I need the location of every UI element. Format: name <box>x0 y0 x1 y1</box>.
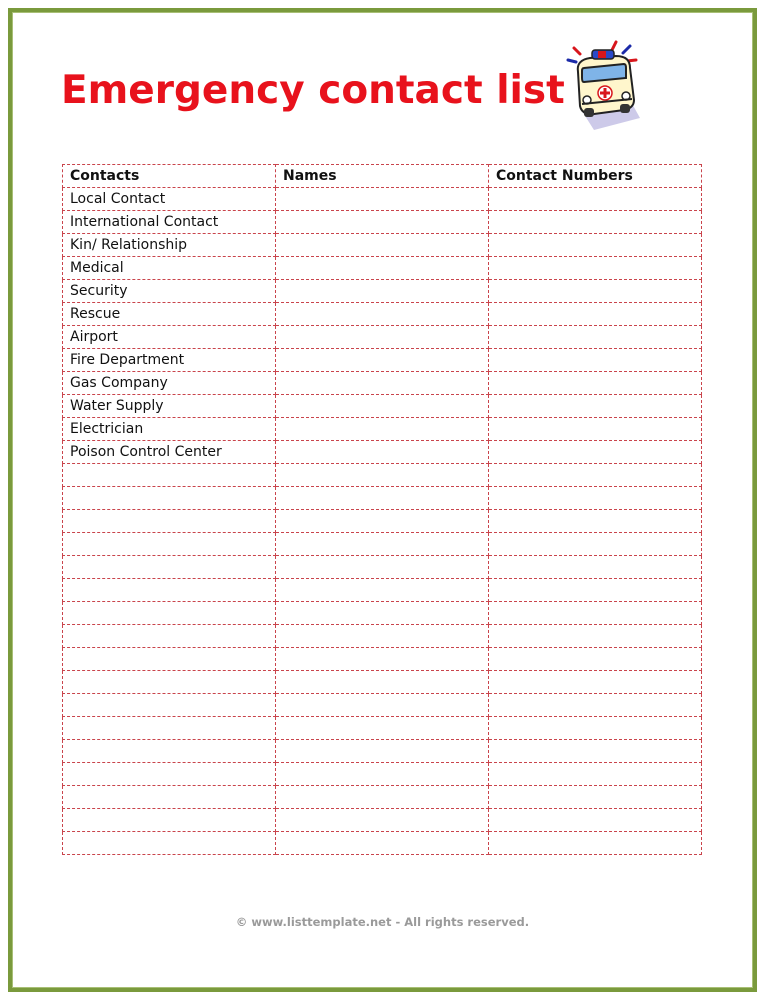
contact-type-cell: Security <box>63 280 276 303</box>
table-row <box>63 556 702 579</box>
name-cell[interactable] <box>276 211 489 234</box>
column-header-names: Names <box>276 165 489 188</box>
table-body <box>63 188 702 855</box>
column-header-contact-numbers: Contact Numbers <box>489 165 702 188</box>
contact-number-cell[interactable] <box>489 326 702 349</box>
name-cell[interactable] <box>276 487 489 510</box>
contact-type-cell <box>63 763 276 786</box>
page-title: Emergency contact list <box>61 68 565 113</box>
contact-number-cell[interactable] <box>489 464 702 487</box>
name-cell[interactable] <box>276 441 489 464</box>
table-row <box>63 487 702 510</box>
contact-type-cell <box>63 602 276 625</box>
name-cell[interactable] <box>276 602 489 625</box>
name-cell[interactable] <box>276 648 489 671</box>
contact-number-cell[interactable] <box>489 694 702 717</box>
contact-number-cell[interactable] <box>489 671 702 694</box>
table-row <box>63 602 702 625</box>
contact-number-cell[interactable] <box>489 395 702 418</box>
contact-number-cell[interactable] <box>489 602 702 625</box>
ambulance-icon <box>560 38 644 132</box>
contact-number-cell[interactable] <box>489 579 702 602</box>
table-row <box>63 395 702 418</box>
contact-type-cell <box>63 717 276 740</box>
name-cell[interactable] <box>276 671 489 694</box>
contact-number-cell[interactable] <box>489 533 702 556</box>
table-row <box>63 832 702 855</box>
name-cell[interactable] <box>276 510 489 533</box>
contact-number-cell[interactable] <box>489 763 702 786</box>
contact-type-cell: Gas Company <box>63 372 276 395</box>
contact-type-cell: Poison Control Center <box>63 441 276 464</box>
contact-number-cell[interactable] <box>489 717 702 740</box>
name-cell[interactable] <box>276 625 489 648</box>
table-row <box>63 763 702 786</box>
name-cell[interactable] <box>276 326 489 349</box>
contact-number-cell[interactable] <box>489 211 702 234</box>
name-cell[interactable] <box>276 257 489 280</box>
copyright-footer: © www.listtemplate.net - All rights reserved. <box>235 915 530 929</box>
contact-type-cell <box>63 625 276 648</box>
contact-number-cell[interactable] <box>489 418 702 441</box>
contact-type-cell: Local Contact <box>63 188 276 211</box>
name-cell[interactable] <box>276 786 489 809</box>
name-cell[interactable] <box>276 717 489 740</box>
table-row <box>63 257 702 280</box>
contact-number-cell[interactable] <box>489 257 702 280</box>
table-row <box>63 326 702 349</box>
name-cell[interactable] <box>276 694 489 717</box>
contact-type-cell: Medical <box>63 257 276 280</box>
contact-type-cell: Electrician <box>63 418 276 441</box>
table-row <box>63 671 702 694</box>
contact-number-cell[interactable] <box>489 441 702 464</box>
table-row <box>63 211 702 234</box>
table-header-row <box>63 165 702 188</box>
name-cell[interactable] <box>276 234 489 257</box>
contact-number-cell[interactable] <box>489 786 702 809</box>
table-row <box>63 533 702 556</box>
contact-type-cell <box>63 648 276 671</box>
contact-number-cell[interactable] <box>489 809 702 832</box>
name-cell[interactable] <box>276 280 489 303</box>
contact-number-cell[interactable] <box>489 280 702 303</box>
table-row <box>63 418 702 441</box>
contact-number-cell[interactable] <box>489 510 702 533</box>
contact-number-cell[interactable] <box>489 556 702 579</box>
contact-number-cell[interactable] <box>489 625 702 648</box>
table-row <box>63 234 702 257</box>
column-header-contacts: Contacts <box>63 165 276 188</box>
table-row <box>63 740 702 763</box>
contact-type-cell <box>63 510 276 533</box>
contact-type-cell: Water Supply <box>63 395 276 418</box>
contact-type-cell <box>63 832 276 855</box>
contact-type-cell <box>63 556 276 579</box>
contact-type-cell: Kin/ Relationship <box>63 234 276 257</box>
table-row <box>63 441 702 464</box>
contact-type-cell <box>63 533 276 556</box>
contact-number-cell[interactable] <box>489 372 702 395</box>
name-cell[interactable] <box>276 418 489 441</box>
table-row <box>63 280 702 303</box>
table-row <box>63 188 702 211</box>
contact-type-cell: Fire Department <box>63 349 276 372</box>
table-row <box>63 510 702 533</box>
contact-number-cell[interactable] <box>489 303 702 326</box>
contact-number-cell[interactable] <box>489 648 702 671</box>
table-row <box>63 303 702 326</box>
contact-type-cell <box>63 786 276 809</box>
table-row <box>63 717 702 740</box>
name-cell[interactable] <box>276 188 489 211</box>
emergency-contacts-table <box>62 164 702 855</box>
name-cell[interactable] <box>276 556 489 579</box>
contact-type-cell <box>63 740 276 763</box>
contact-type-cell <box>63 671 276 694</box>
contact-number-cell[interactable] <box>489 349 702 372</box>
table-row <box>63 786 702 809</box>
contact-type-cell <box>63 487 276 510</box>
name-cell[interactable] <box>276 533 489 556</box>
table-row <box>63 349 702 372</box>
name-cell[interactable] <box>276 809 489 832</box>
name-cell[interactable] <box>276 395 489 418</box>
contact-type-cell <box>63 809 276 832</box>
contact-type-cell: Airport <box>63 326 276 349</box>
name-cell[interactable] <box>276 303 489 326</box>
table-row <box>63 464 702 487</box>
name-cell[interactable] <box>276 763 489 786</box>
contact-type-cell <box>63 579 276 602</box>
table-row <box>63 648 702 671</box>
name-cell[interactable] <box>276 349 489 372</box>
name-cell[interactable] <box>276 740 489 763</box>
contact-type-cell: Rescue <box>63 303 276 326</box>
name-cell[interactable] <box>276 464 489 487</box>
table-row <box>63 372 702 395</box>
contact-number-cell[interactable] <box>489 740 702 763</box>
contact-number-cell[interactable] <box>489 487 702 510</box>
contact-type-cell: International Contact <box>63 211 276 234</box>
name-cell[interactable] <box>276 579 489 602</box>
contact-type-cell <box>63 694 276 717</box>
table-row <box>63 625 702 648</box>
name-cell[interactable] <box>276 372 489 395</box>
table-row <box>63 579 702 602</box>
contact-number-cell[interactable] <box>489 832 702 855</box>
table-row <box>63 694 702 717</box>
contact-number-cell[interactable] <box>489 188 702 211</box>
name-cell[interactable] <box>276 832 489 855</box>
table-row <box>63 809 702 832</box>
contact-number-cell[interactable] <box>489 234 702 257</box>
contact-type-cell <box>63 464 276 487</box>
